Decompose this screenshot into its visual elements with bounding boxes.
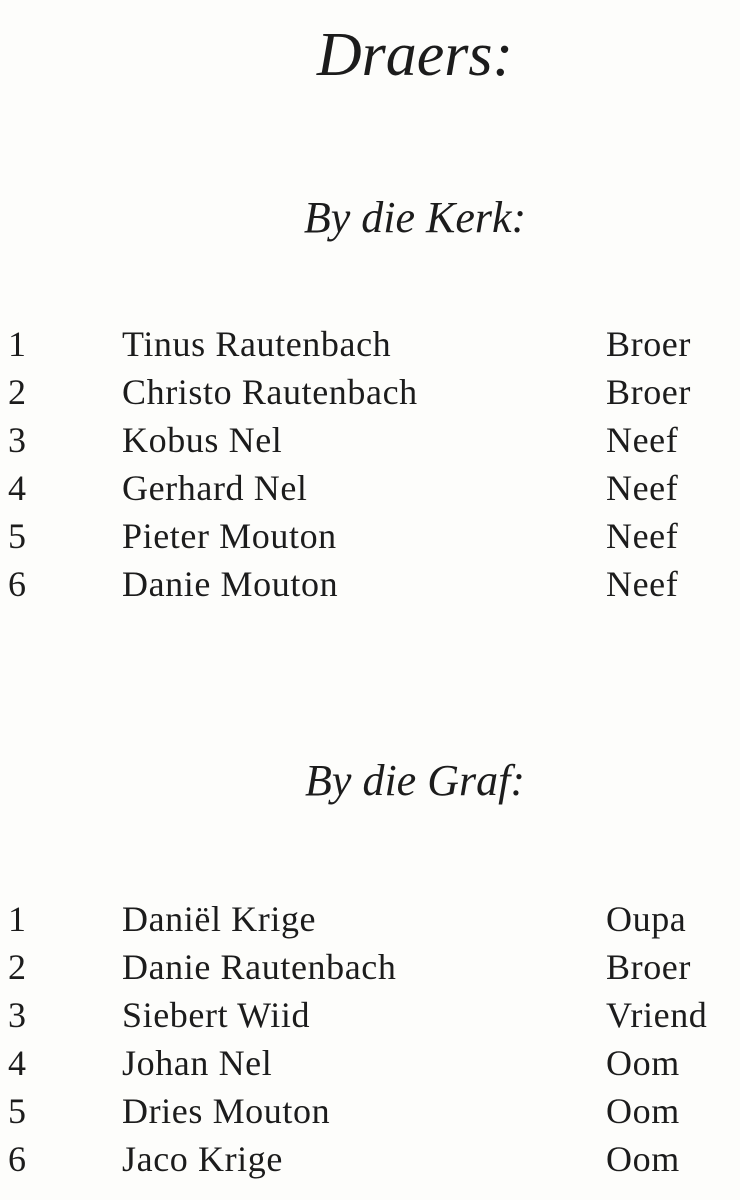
bearer-name: Johan Nel: [122, 1043, 273, 1083]
section-heading-graf: By die Graf:: [305, 756, 525, 805]
bearer-relation: Neef: [606, 516, 679, 556]
bearer-relation: Broer: [606, 947, 691, 987]
bearer-relation: Broer: [606, 324, 691, 364]
bearer-relation: Neef: [606, 468, 679, 508]
list-item: [0, 368, 740, 416]
bearer-relation: Oupa: [606, 899, 687, 939]
item-number: 6: [8, 1139, 27, 1179]
item-number: 4: [8, 468, 27, 508]
bearer-name: Siebert Wiid: [122, 995, 311, 1035]
item-number: 3: [8, 420, 27, 460]
item-number: 3: [8, 995, 27, 1035]
bearer-relation: Oom: [606, 1139, 680, 1179]
list-item: [0, 320, 740, 368]
bearer-list-kerk: [0, 320, 740, 608]
bearer-name: Pieter Mouton: [122, 516, 337, 556]
list-item: [0, 991, 740, 1039]
list-item: [0, 895, 740, 943]
item-number: 1: [8, 899, 27, 939]
bearer-relation: Oom: [606, 1091, 680, 1131]
item-number: 4: [8, 1043, 27, 1083]
bearer-name: Daniël Krige: [122, 899, 317, 939]
bearer-name: Kobus Nel: [122, 420, 283, 460]
list-item: [0, 560, 740, 608]
bearer-relation: Neef: [606, 564, 679, 604]
list-item: [0, 943, 740, 991]
page-title: Draers:: [316, 21, 514, 89]
bearer-list-graf: [0, 895, 740, 1183]
bearer-relation: Oom: [606, 1043, 680, 1083]
item-number: 2: [8, 947, 27, 987]
item-number: 1: [8, 324, 27, 364]
bearer-name: Danie Mouton: [122, 564, 339, 604]
bearer-name: Christo Rautenbach: [122, 372, 418, 412]
bearer-relation: Broer: [606, 372, 691, 412]
bearer-name: Gerhard Nel: [122, 468, 308, 508]
section-heading-kerk: By die Kerk:: [303, 193, 527, 242]
bearer-relation: Vriend: [606, 995, 708, 1035]
bearer-name: Tinus Rautenbach: [122, 324, 392, 364]
bearer-relation: Neef: [606, 420, 679, 460]
bearer-name: Jaco Krige: [122, 1139, 283, 1179]
bearer-name: Dries Mouton: [122, 1091, 331, 1131]
bearer-name: Danie Rautenbach: [122, 947, 397, 987]
item-number: 5: [8, 1091, 27, 1131]
list-item: [0, 1039, 740, 1087]
item-number: 2: [8, 372, 27, 412]
list-item: [0, 464, 740, 512]
list-item: [0, 1087, 740, 1135]
list-item: [0, 1135, 740, 1183]
list-item: [0, 416, 740, 464]
list-item: [0, 512, 740, 560]
item-number: 5: [8, 516, 27, 556]
item-number: 6: [8, 564, 27, 604]
